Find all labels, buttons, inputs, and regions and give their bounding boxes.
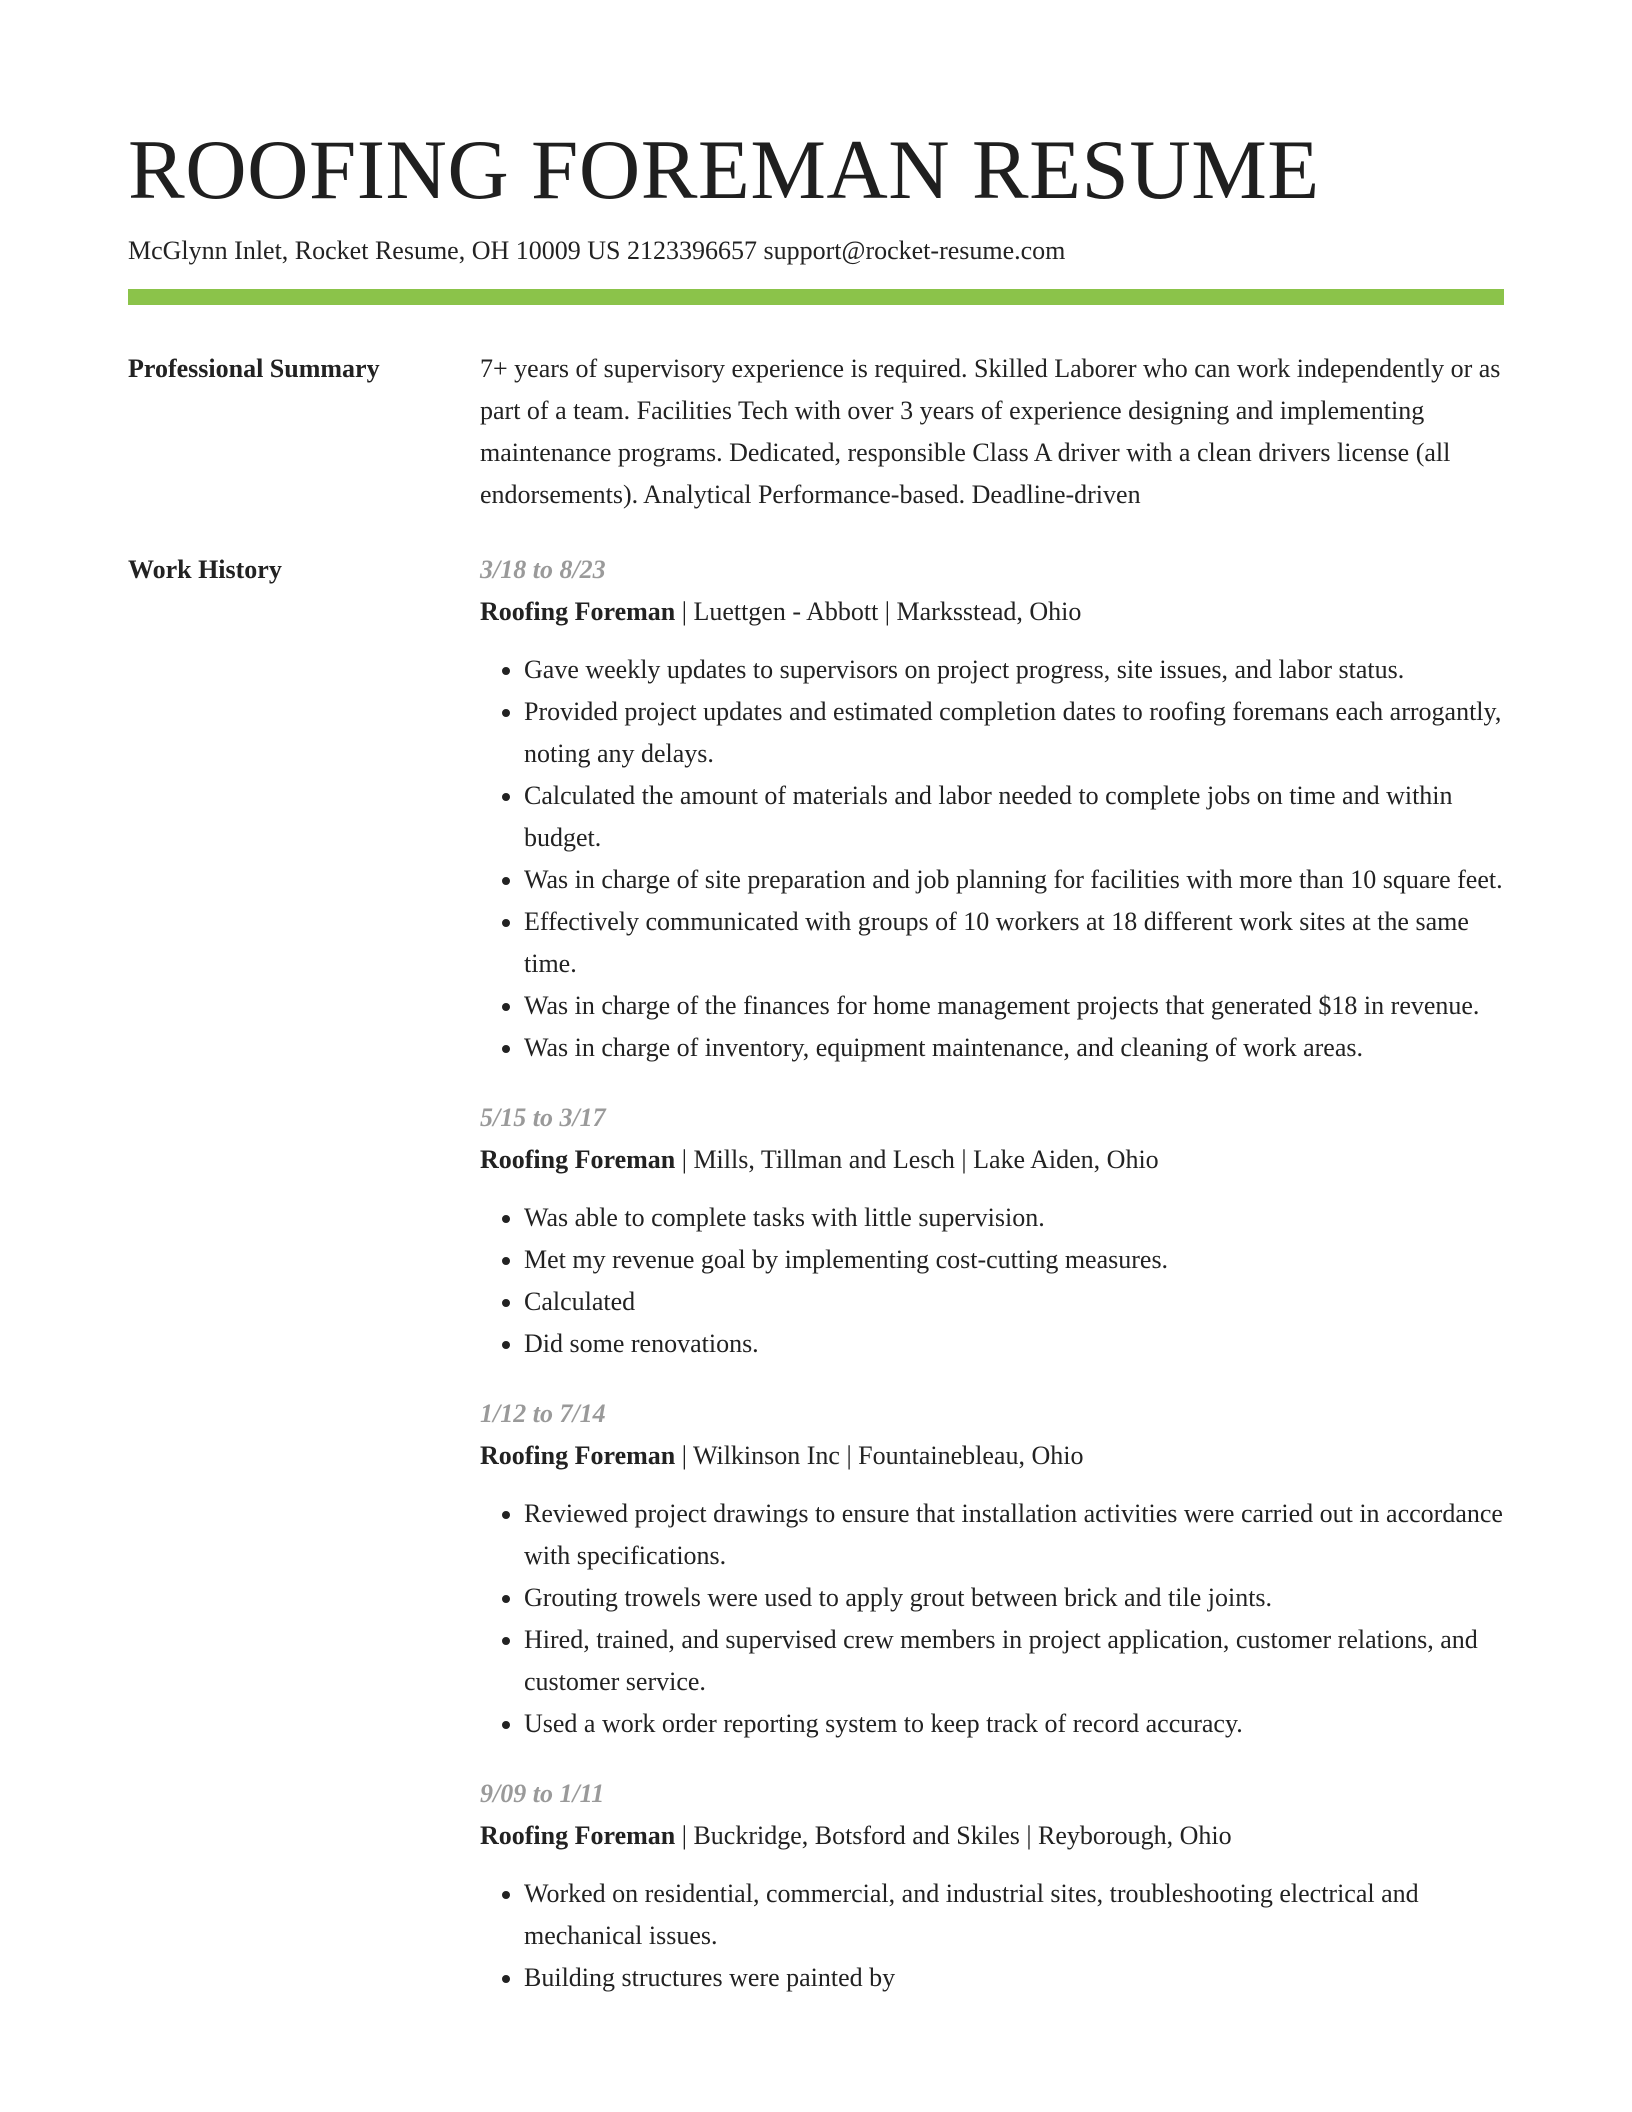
resume-title: ROOFING FOREMAN RESUME [128,123,1320,217]
job-bullet-list [480,1197,1504,1365]
job-bullet: • Was in charge of site preparation and job planning for facilities with more than 10 square feet. [524,859,1504,901]
job-bullet: • Was in charge of inventory, equipment maintenance, and cleaning of work areas. [524,1027,1504,1069]
job-heading [480,1139,1504,1181]
job-bullet: • Calculated the amount of materials and labor needed to complete jobs on time and within budget. [524,775,1504,859]
job-bullet: • Worked on residential, commercial, and industrial sites, troubleshooting electrical and mechanical issues. [524,1873,1504,1957]
job-bullet: • Effectively communicated with groups of 10 workers at 18 different work sites at the same time. [524,901,1504,985]
job-bullet: • Hired, trained, and supervised crew members in project application, customer relations, and customer service. [524,1619,1504,1703]
job-title: Roofing Foreman [480,1821,676,1850]
professional-summary-body [480,348,1504,516]
job-entry [480,1393,1504,1745]
job-title: Roofing Foreman [480,1145,676,1174]
job-entry [480,1773,1504,1999]
job-heading [480,1815,1504,1857]
job-title: Roofing Foreman [480,1441,676,1470]
job-employer-location: | Mills, Tillman and Lesch | Lake Aiden, Ohio [675,1145,1159,1174]
job-title: Roofing Foreman [480,597,676,626]
job-bullet: • Gave weekly updates to supervisors on project progress, site issues, and labor status. [524,649,1504,691]
job-date: 1/12 to 7/14 [480,1399,606,1428]
job-bullet: • Provided project updates and estimated completion dates to roofing foremans each arrogantly, noting any delays. [524,691,1504,775]
job-bullet: • Used a work order reporting system to keep track of record accuracy. [524,1703,1504,1745]
job-bullet: • Met my revenue goal by implementing cost-cutting measures. [524,1239,1504,1281]
job-bullet: • Building structures were painted by [524,1957,1504,1999]
job-bullet: • Grouting trowels were used to apply grout between brick and tile joints. [524,1577,1504,1619]
job-bullet: • Was able to complete tasks with little supervision. [524,1197,1504,1239]
job-bullet-list [480,649,1504,1069]
job-entry [480,1097,1504,1365]
job-bullet: • Did some renovations. [524,1323,1504,1365]
job-heading [480,591,1504,633]
job-employer-location: | Luettgen - Abbott | Marksstead, Ohio [675,597,1082,626]
job-employer-location: | Buckridge, Botsford and Skiles | Reyborough, Ohio [675,1821,1232,1850]
job-employer-location: | Wilkinson Inc | Fountainebleau, Ohio [675,1441,1084,1470]
accent-divider [128,289,1504,305]
job-entry [480,549,1504,1069]
job-heading [480,1435,1504,1477]
job-date: 5/15 to 3/17 [480,1103,606,1132]
job-bullet: • Calculated [524,1281,1504,1323]
job-bullet: • Reviewed project drawings to ensure that installation activities were carried out in accordance with specifications. [524,1493,1504,1577]
section-label-professional-summary: Professional Summary [128,354,380,383]
job-bullet-list [480,1873,1504,1999]
job-bullet: • Was in charge of the finances for home management projects that generated $18 in revenue. [524,985,1504,1027]
job-bullet-list [480,1493,1504,1745]
summary-text: 7+ years of supervisory experience is required. Skilled Laborer who can work independently or as part of a team. Facilities Tech with over 3 years of experience designing and implementing maintenance programs. Dedicated, responsible Class A driver with a clean drivers license (all endorsements). Analytical Performance-based. Deadline-driven [480,354,1501,509]
job-date: 9/09 to 1/11 [480,1779,605,1808]
work-history-body [480,549,1504,2027]
job-date: 3/18 to 8/23 [480,555,606,584]
contact-line: McGlynn Inlet, Rocket Resume, OH 10009 US 2123396657 support@rocket-resume.com [128,236,1066,265]
professional-summary-section [128,351,1504,516]
work-history-section [128,552,1504,2027]
resume-page [128,0,1504,2027]
section-label-work-history: Work History [128,555,282,584]
